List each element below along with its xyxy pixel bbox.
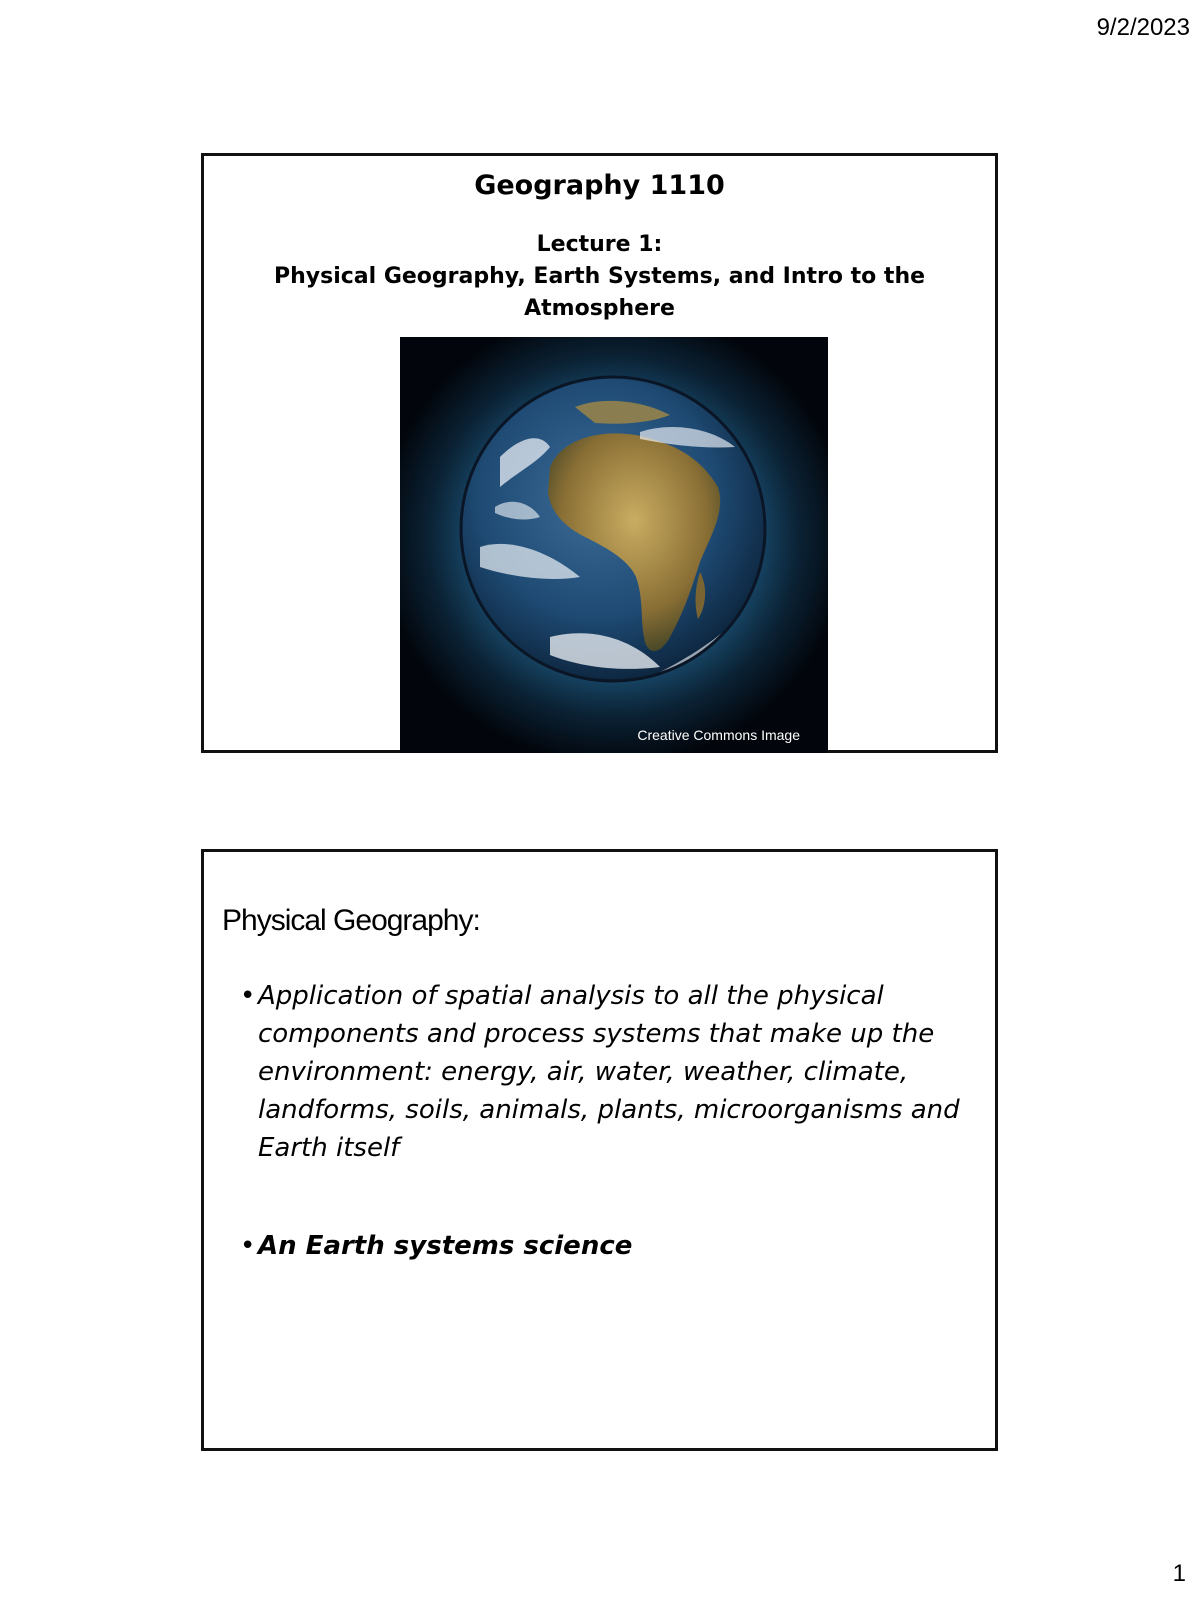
bullet-marker: • [240,981,256,1011]
earth-photo [400,337,828,753]
page-date: 9/2/2023 [1096,14,1190,41]
slide-subtitle [234,229,965,325]
slide-physical-geography [201,849,998,1451]
bullet-text: Application of spatial analysis to all the physical components and process systems that make up the environment: energy, air, water, weather, climate, landforms, soils, animals, plants, microorganisms and Earth itself [258,981,960,1163]
bullet-item [240,1227,960,1265]
slide-title-card [201,153,998,753]
image-credit: Creative Commons Image [637,727,800,743]
earth-globe-illustration [400,337,828,753]
slide-heading: Physical Geography: [222,904,480,937]
page-number: 1 [1172,1560,1186,1587]
bullet-text: An Earth systems science [258,1231,633,1261]
bullet-marker: • [240,1231,256,1261]
bullet-item [240,977,960,1167]
subtitle-line: Physical Geography, Earth Systems, and Intro to the [273,264,926,289]
subtitle-line: Atmosphere [524,296,675,321]
slide-title: Geography 1110 [474,170,725,201]
subtitle-line: Lecture 1: [536,232,663,257]
